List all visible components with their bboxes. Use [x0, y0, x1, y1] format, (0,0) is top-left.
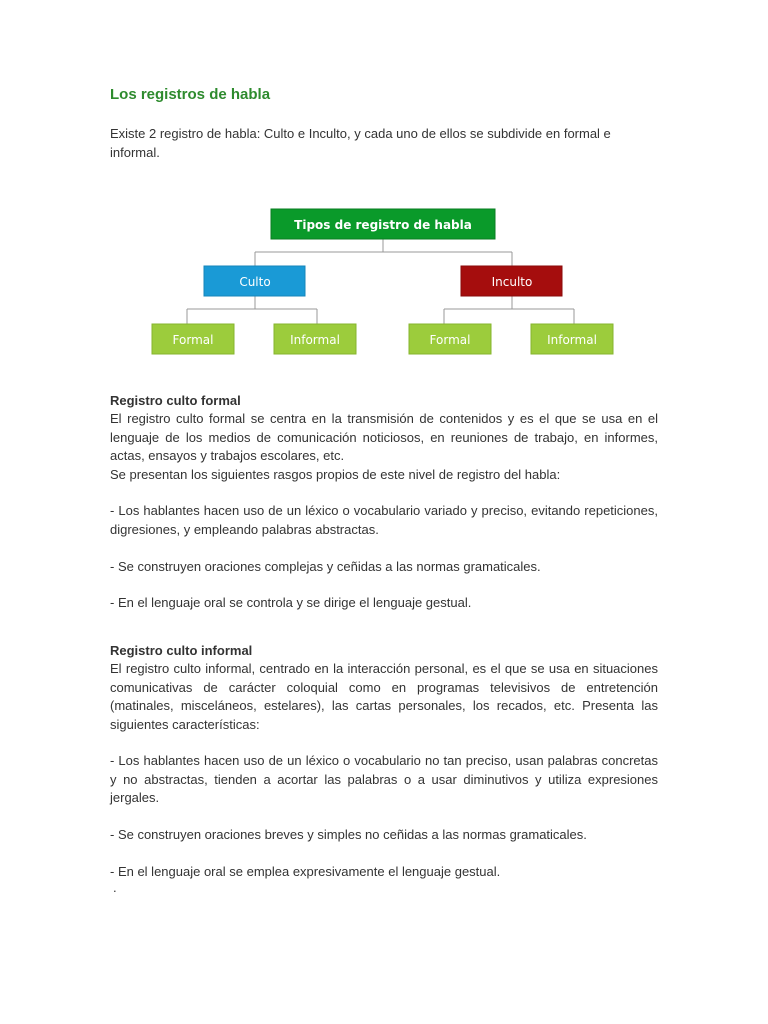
diagram-root-label: Tipos de registro de habla [294, 218, 472, 232]
section-heading: Registro culto informal [110, 643, 253, 658]
page-title: Los registros de habla [110, 86, 271, 103]
paragraph: El registro culto formal se centra en la transmisión de contenidos y es el que se usa en el lenguaje de los medios de comunicación noticiosos, en reuniones de trabajo, en informes, actas, ensayos y trabajos escolares, etc. [110, 411, 658, 464]
section-culto-formal [110, 392, 658, 613]
paragraph: Se presentan los siguientes rasgos propios de este nivel de registro del habla: [110, 466, 561, 482]
bullet-item: - En el lenguaje oral se controla y se dirige el lenguaje gestual. [110, 595, 472, 611]
bullet-item: - Los hablantes hacen uso de un léxico o vocabulario variado y preciso, evitando repeticiones, digresiones, y empleando palabras abstractas. [110, 503, 658, 537]
diagram-inculto-formal-label: Formal [429, 333, 471, 347]
diagram-inculto-label: Inculto [491, 275, 533, 289]
trailing-dot: . [113, 880, 117, 895]
paragraph: El registro culto informal, centrado en la interacción personal, es el que se usa en situaciones comunicativas de carácter coloquial como en programas televisivos de entretención (matinales, misceláneos, estelares), las cartas personales, los recados, etc. Presenta las siguientes características: [110, 661, 658, 732]
register-types-diagram [150, 208, 616, 356]
section-culto-informal [110, 642, 658, 881]
diagram-culto-label: Culto [239, 275, 271, 289]
section-heading: Registro culto formal [110, 393, 241, 408]
diagram-inculto-informal-label: Informal [547, 333, 597, 347]
bullet-item: - Los hablantes hacen uso de un léxico o vocabulario no tan preciso, usan palabras concretas y no abstractas, tienden a acortar las palabras o a usar diminutivos y utiliza expresiones jergales. [110, 753, 658, 806]
bullet-item: - Se construyen oraciones breves y simples no ceñidas a las normas gramaticales. [110, 827, 587, 843]
intro-paragraph: Existe 2 registro de habla: Culto e Inculto, y cada uno de ellos se subdivide en formal e informal. [110, 126, 611, 160]
diagram-culto-informal-label: Informal [290, 333, 340, 347]
bullet-item: - En el lenguaje oral se emplea expresivamente el lenguaje gestual. [110, 863, 501, 879]
bullet-item: - Se construyen oraciones complejas y ceñidas a las normas gramaticales. [110, 558, 541, 574]
diagram-culto-formal-label: Formal [172, 333, 214, 347]
